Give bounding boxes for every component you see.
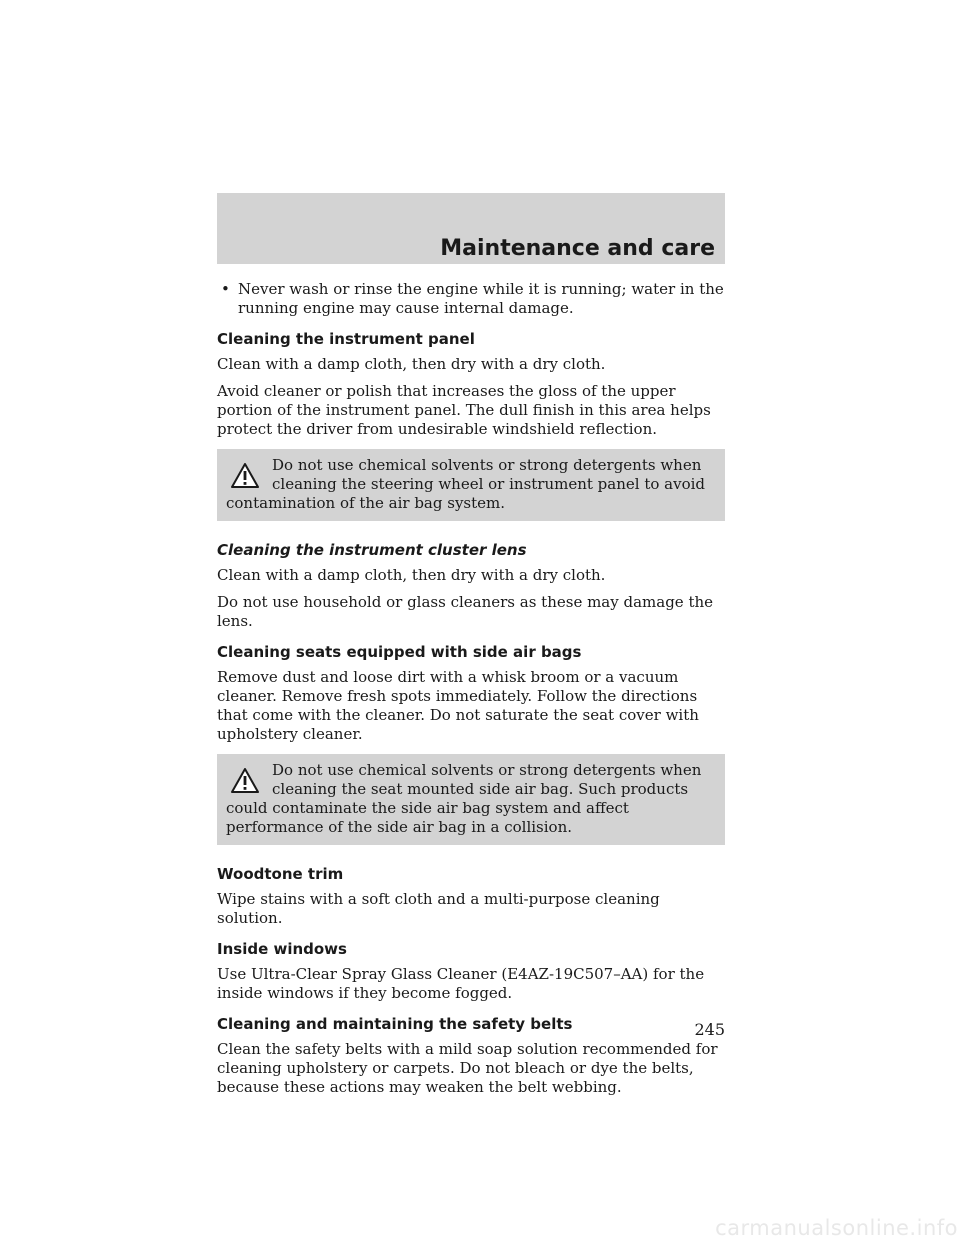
page-header-band xyxy=(217,193,725,264)
watermark: carmanualsonline.info xyxy=(715,1216,958,1240)
paragraph: Do not use household or glass cleaners as these may damage the lens. xyxy=(217,593,714,630)
warning-triangle-icon xyxy=(230,767,260,794)
paragraph: Clean with a damp cloth, then dry with a dry cloth. xyxy=(217,355,606,373)
heading-safety-belts: Cleaning and maintaining the safety belts xyxy=(217,1015,573,1033)
bullet-text: Never wash or rinse the engine while it is running; water in the running engine may cause internal damage. xyxy=(238,280,724,317)
warning-text: Do not use chemical solvents or strong detergents when cleaning the seat mounted side air bag. Such products could contaminate the side air bag system and affect performance of the side air bag in a collision. xyxy=(226,761,702,836)
bullet-dot-icon: • xyxy=(221,280,230,298)
page-content xyxy=(217,280,725,1097)
warning-box xyxy=(217,449,725,521)
page-title: Maintenance and care xyxy=(440,236,715,261)
warning-box xyxy=(217,754,725,845)
paragraph: Avoid cleaner or polish that increases the gloss of the upper portion of the instrument panel. The dull finish in this area helps protect the driver from undesirable windshield reflection. xyxy=(217,382,711,438)
warning-text: Do not use chemical solvents or strong detergents when cleaning the steering wheel or instrument panel to avoid contamination of the air bag system. xyxy=(226,456,706,512)
paragraph: Use Ultra-Clear Spray Glass Cleaner (E4AZ-19C507–AA) for the inside windows if they become fogged. xyxy=(217,965,705,1002)
page-number: 245 xyxy=(694,1020,725,1039)
paragraph: Clean with a damp cloth, then dry with a dry cloth. xyxy=(217,566,606,584)
heading-inside-windows: Inside windows xyxy=(217,940,347,958)
paragraph: Wipe stains with a soft cloth and a multi-purpose cleaning solution. xyxy=(217,890,660,927)
bullet-item xyxy=(217,280,725,318)
heading-instrument-panel: Cleaning the instrument panel xyxy=(217,330,475,348)
heading-seats: Cleaning seats equipped with side air bags xyxy=(217,643,582,661)
heading-woodtone: Woodtone trim xyxy=(217,865,344,883)
paragraph: Remove dust and loose dirt with a whisk broom or a vacuum cleaner. Remove fresh spots immediately. Follow the directions that come with the cleaner. Do not saturate the seat cover with upholstery cleaner. xyxy=(217,668,699,743)
paragraph: Clean the safety belts with a mild soap solution recommended for cleaning upholstery or carpets. Do not bleach or dye the belts, because these actions may weaken the belt webbing. xyxy=(217,1040,718,1096)
warning-triangle-icon xyxy=(230,462,260,489)
heading-cluster-lens: Cleaning the instrument cluster lens xyxy=(217,541,527,559)
